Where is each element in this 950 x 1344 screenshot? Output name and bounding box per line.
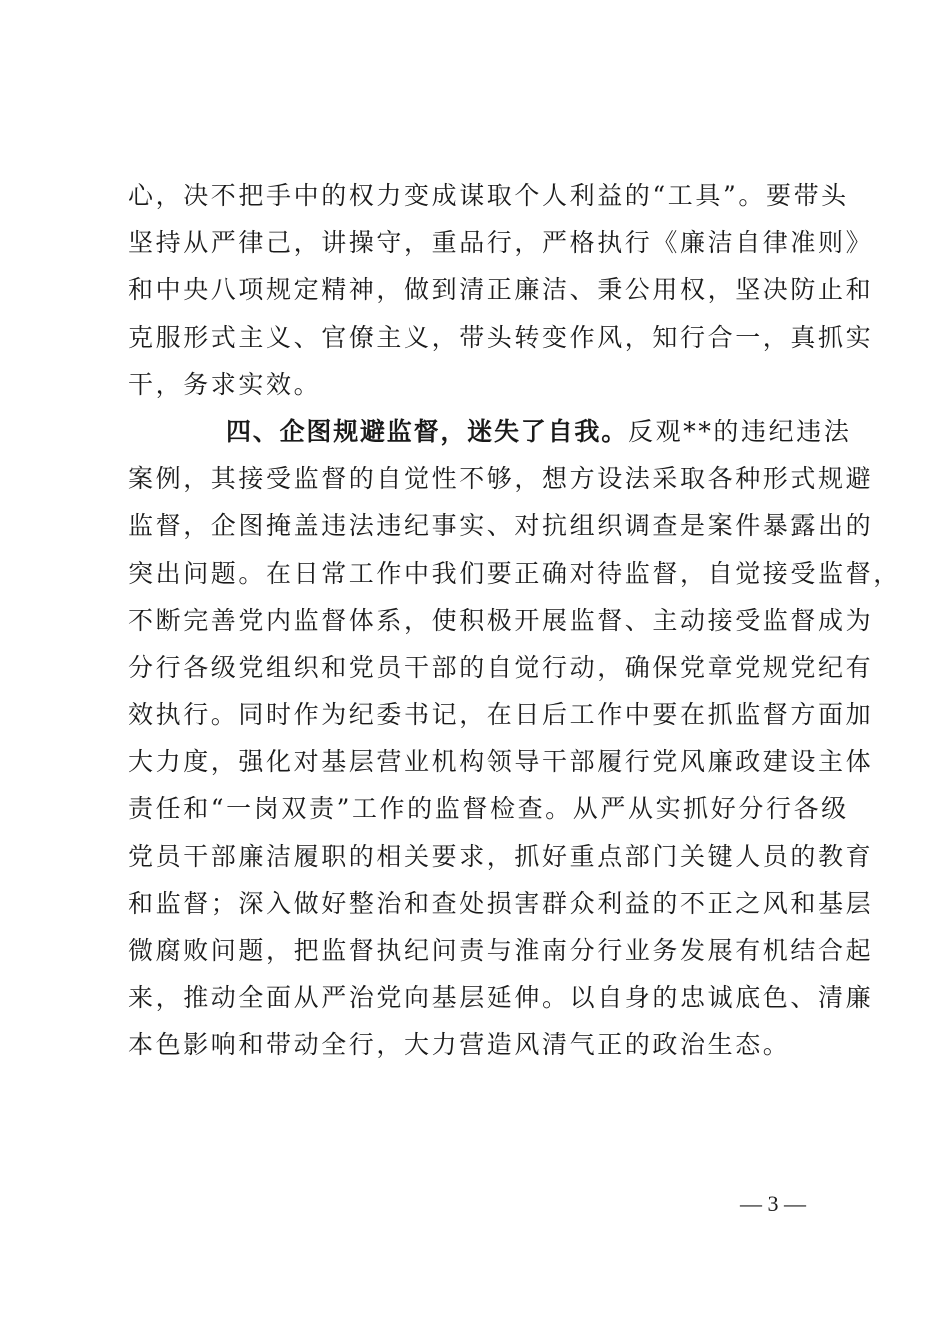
text-line-tail: 反观**的违纪违法	[628, 416, 852, 446]
text-line: 监督，企图掩盖违法违纪事实、对抗组织调查是案件暴露出的	[128, 511, 874, 541]
section-heading-line	[128, 408, 852, 455]
text-line: 干，务求实效。	[128, 369, 322, 399]
text-line: 党员干部廉洁履职的相关要求，抓好重点部门关键人员的教育	[128, 841, 874, 871]
text-line: 心，决不把手中的权力变成谋取个人利益的“工具”。要带头	[128, 181, 849, 210]
text-line: 大力度，强化对基层营业机构领导干部履行党风廉政建设主体	[128, 747, 874, 777]
text-line: 不断完善党内监督体系，使积极开展监督、主动接受监督成为	[128, 605, 874, 635]
text-line: 来，推动全面从严治党向基层延伸。以自身的忠诚底色、清廉	[128, 983, 874, 1013]
text-line: 和监督；深入做好整治和查处损害群众利益的不正之风和基层	[128, 888, 874, 918]
text-line: 和中央八项规定精神，做到清正廉洁、秉公用权，坚决防止和	[128, 275, 874, 305]
text-line: 分行各级党组织和党员干部的自觉行动，确保党章党规党纪有	[128, 652, 874, 682]
text-line: 突出问题。在日常工作中我们要正确对待监督，自觉接受监督，	[128, 558, 901, 588]
section-heading: 四、企图规避监督，迷失了自我。	[226, 416, 629, 446]
text-line: 责任和“一岗双责”工作的监督检查。从严从实抓好分行各级	[128, 794, 849, 824]
text-line: 案例，其接受监督的自觉性不够，想方设法采取各种形式规避	[128, 464, 874, 494]
text-line: 效执行。同时作为纪委书记，在日后工作中要在抓监督方面加	[128, 700, 874, 730]
page-number: — 3 —	[740, 1191, 806, 1216]
text-line: 克服形式主义、官僚主义，带头转变作风，知行合一，真抓实	[128, 322, 874, 352]
text-line: 微腐败问题，把监督执纪问责与淮南分行业务发展有机结合起	[128, 936, 874, 965]
text-line: 坚持从严律己，讲操守，重品行，严格执行《廉洁自律准则》	[128, 228, 874, 258]
body-text	[128, 172, 901, 1069]
text-line: 本色影响和带动全行，大力营造风清气正的政治生态。	[128, 1030, 791, 1060]
